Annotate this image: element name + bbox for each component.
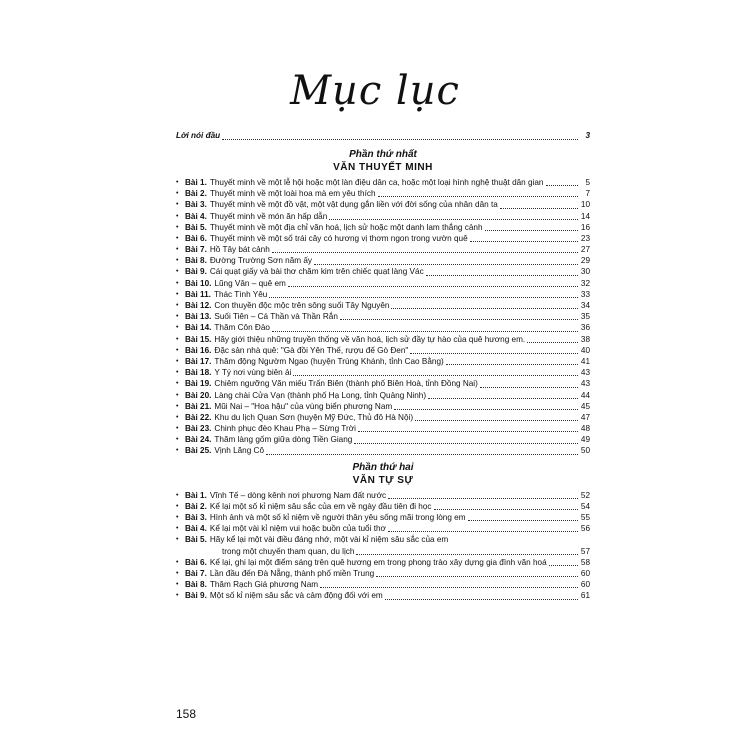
bullet-icon: • bbox=[176, 279, 179, 287]
leader-dots bbox=[314, 263, 578, 265]
bullet-icon: • bbox=[176, 346, 179, 354]
entry-label: Bài 12. bbox=[185, 301, 212, 311]
toc-entry bbox=[176, 423, 590, 434]
toc-entry bbox=[176, 568, 590, 579]
bullet-icon: • bbox=[176, 436, 179, 444]
entry-label: Bài 10. bbox=[185, 278, 212, 288]
entry-page: 61 bbox=[580, 591, 590, 601]
entry-title: Suối Tiên – Cá Thần và Thần Rắn bbox=[214, 312, 338, 322]
entry-page: 7 bbox=[585, 189, 590, 199]
bullet-icon: • bbox=[176, 335, 179, 343]
leader-dots bbox=[320, 586, 578, 588]
toc-entry bbox=[176, 334, 590, 345]
toc-entry bbox=[176, 311, 590, 322]
entry-label: Bài 14. bbox=[185, 323, 212, 333]
entry-title: Thăm làng gốm giữa dòng Tiền Giang bbox=[214, 435, 353, 445]
bullet-icon: • bbox=[176, 558, 179, 566]
entry-label: Bài 1. bbox=[185, 177, 207, 187]
toc-entry bbox=[176, 177, 590, 188]
entry-title: Vịnh Lăng Cô bbox=[214, 446, 265, 456]
entry-title: Thuyết minh về một loài hoa mà em yêu thích bbox=[209, 189, 376, 199]
entry-page: 35 bbox=[580, 312, 590, 322]
entry-label: Bài 17. bbox=[185, 356, 212, 366]
entry-label: Bài 19. bbox=[185, 379, 212, 389]
toc-entry bbox=[176, 322, 590, 333]
bullet-icon: • bbox=[176, 223, 179, 231]
entry-page: 36 bbox=[580, 323, 590, 333]
preface-row bbox=[176, 130, 590, 142]
entry-page: 40 bbox=[580, 345, 590, 355]
part1-heading: Phần thứ nhất bbox=[349, 149, 417, 160]
entry-label: Bài 5. bbox=[185, 222, 207, 232]
entry-page: 27 bbox=[580, 245, 590, 255]
leader-dots bbox=[410, 352, 578, 354]
entry-label: Bài 4. bbox=[185, 524, 207, 534]
entry-label: Bài 3. bbox=[185, 200, 207, 210]
entry-page: 45 bbox=[580, 401, 590, 411]
entry-label: Bài 8. bbox=[185, 256, 207, 266]
entry-title: Vĩnh Tế – dòng kênh nơi phương Nam đất nước bbox=[209, 490, 387, 500]
entry-page: 30 bbox=[580, 267, 590, 277]
leader-dots bbox=[446, 363, 578, 365]
entry-title: Kể lại một số kỉ niệm sâu sắc của em về ngày đầu tiên đi học bbox=[209, 501, 432, 511]
toc-entry bbox=[176, 244, 590, 255]
entry-page: 38 bbox=[580, 334, 590, 344]
leader-dots bbox=[434, 508, 579, 510]
entry-label: Bài 6. bbox=[185, 233, 207, 243]
toc-entry bbox=[176, 534, 590, 545]
entry-title: Lũng Vân – quê em bbox=[214, 278, 286, 288]
bullet-icon: • bbox=[176, 268, 179, 276]
leader-dots bbox=[428, 397, 578, 399]
bullet-icon: • bbox=[176, 212, 179, 220]
toc-entry bbox=[176, 233, 590, 244]
entry-title: Hãy kể lại một vài điều đáng nhớ, một vài kỉ niệm sâu sắc của em bbox=[209, 535, 449, 545]
leader-dots bbox=[549, 564, 578, 566]
bullet-icon: • bbox=[176, 201, 179, 209]
entry-label: Bài 8. bbox=[185, 580, 207, 590]
bullet-icon: • bbox=[176, 234, 179, 242]
leader-dots bbox=[415, 419, 578, 421]
bullet-icon: • bbox=[176, 290, 179, 298]
entry-title: Cái quạt giấy và bài thơ chăm kim trên chiếc quạt làng Vác bbox=[209, 267, 424, 277]
entry-title: Một số kỉ niệm sâu sắc và cảm động đối với em bbox=[209, 591, 383, 601]
entry-page: 44 bbox=[580, 390, 590, 400]
entry-title: Mũi Nai – "Hoa hậu" của vùng biển phương Nam bbox=[214, 401, 393, 411]
leader-dots bbox=[266, 453, 578, 455]
entry-title: Thuyết minh về một địa chỉ văn hoá, lịch sử hoặc một danh lam thắng cảnh bbox=[209, 222, 483, 232]
entry-label: Bài 2. bbox=[185, 189, 207, 199]
bullet-icon: • bbox=[176, 447, 179, 455]
entry-page: 56 bbox=[580, 524, 590, 534]
entry-title: Thăm Rạch Giá phương Nam bbox=[209, 580, 319, 590]
bullet-icon: • bbox=[176, 313, 179, 321]
entry-title: Hồ Tây bát cảnh bbox=[209, 245, 270, 255]
entry-label: Bài 20. bbox=[185, 390, 212, 400]
entry-label: Bài 13. bbox=[185, 312, 212, 322]
table-of-contents bbox=[176, 130, 590, 602]
entry-page: 5 bbox=[585, 177, 590, 187]
entry-title: Kể lại, ghi lại một điểm sáng trên quê hương em trong phong trào xây dựng gia đình văn hoá bbox=[209, 557, 547, 567]
entry-page: 29 bbox=[580, 256, 590, 266]
entry-label: Bài 6. bbox=[185, 557, 207, 567]
entry-label: Bài 21. bbox=[185, 401, 212, 411]
entry-page: 49 bbox=[580, 435, 590, 445]
bullet-icon: • bbox=[176, 425, 179, 433]
entry-label: Bài 22. bbox=[185, 412, 212, 422]
bullet-icon: • bbox=[176, 413, 179, 421]
bullet-icon: • bbox=[176, 380, 179, 388]
toc-entry bbox=[176, 211, 590, 222]
toc-entry bbox=[176, 412, 590, 423]
leader-dots bbox=[222, 138, 578, 140]
toc-entry bbox=[176, 557, 590, 568]
entry-label: Bài 7. bbox=[185, 245, 207, 255]
entry-title: Hãy giới thiệu những truyền thống về văn hoá, lịch sử đầy tự hào của quê hương em. bbox=[214, 334, 526, 344]
entry-title: Chiêm ngưỡng Văn miếu Trấn Biên (thành phố Biên Hoà, tỉnh Đồng Nai) bbox=[214, 379, 478, 389]
entry-label: Bài 3. bbox=[185, 513, 207, 523]
leader-dots bbox=[470, 240, 578, 242]
toc-entry bbox=[176, 255, 590, 266]
bullet-icon: • bbox=[176, 569, 179, 577]
entry-title: Thuyết minh về món ăn hấp dẫn bbox=[209, 211, 328, 221]
leader-dots bbox=[546, 184, 579, 186]
entry-title: Hình ảnh và một số kỉ niệm về người thân yêu sống mãi trong lòng em bbox=[209, 513, 466, 523]
part2-list bbox=[176, 490, 590, 602]
entry-label: Bài 23. bbox=[185, 424, 212, 434]
entry-page: 48 bbox=[580, 424, 590, 434]
bullet-icon: • bbox=[176, 592, 179, 600]
toc-entry bbox=[176, 278, 590, 289]
entry-page: 14 bbox=[580, 211, 590, 221]
entry-label: Bài 5. bbox=[185, 535, 207, 545]
entry-page: 43 bbox=[580, 368, 590, 378]
entry-page: 32 bbox=[580, 278, 590, 288]
leader-dots bbox=[500, 207, 578, 209]
leader-dots bbox=[293, 374, 578, 376]
entry-page: 47 bbox=[580, 412, 590, 422]
toc-entry bbox=[176, 390, 590, 401]
bullet-icon: • bbox=[176, 525, 179, 533]
leader-dots bbox=[354, 442, 578, 444]
part1-list bbox=[176, 177, 590, 457]
leader-dots bbox=[468, 519, 578, 521]
bullet-icon: • bbox=[176, 357, 179, 365]
bullet-icon: • bbox=[176, 502, 179, 510]
part2-section-title: VĂN TỰ SỰ bbox=[352, 474, 414, 486]
toc-entry bbox=[176, 222, 590, 233]
toc-entry bbox=[176, 512, 590, 523]
leader-dots bbox=[378, 195, 578, 197]
entry-page: 54 bbox=[580, 501, 590, 511]
entry-title: Chinh phục đèo Khau Phạ – Sừng Trời bbox=[214, 424, 356, 434]
entry-page: 55 bbox=[580, 513, 590, 523]
bullet-icon: • bbox=[176, 369, 179, 377]
entry-page: 41 bbox=[580, 356, 590, 366]
entry-page: 52 bbox=[580, 490, 590, 500]
toc-entry bbox=[176, 289, 590, 300]
leader-dots bbox=[480, 386, 578, 388]
entry-title: Thác Tình Yêu bbox=[213, 289, 268, 299]
entry-title: Đường Trường Sơn năm ấy bbox=[209, 256, 313, 266]
entry-page: 60 bbox=[580, 568, 590, 578]
entry-title: Lần đầu đến Đà Nẵng, thành phố miền Trung bbox=[209, 568, 375, 578]
entry-title: Làng chài Cửa Vạn (thành phố Hạ Long, tỉnh Quảng Ninh) bbox=[214, 390, 427, 400]
bullet-icon: • bbox=[176, 302, 179, 310]
bullet-icon: • bbox=[176, 190, 179, 198]
entry-label: Bài 24. bbox=[185, 435, 212, 445]
leader-dots bbox=[388, 497, 578, 499]
leader-dots bbox=[272, 330, 578, 332]
preface-label: Lời nói đầu bbox=[176, 131, 221, 140]
bullet-icon: • bbox=[176, 178, 179, 186]
entry-page: 57 bbox=[580, 546, 590, 556]
bullet-icon: • bbox=[176, 324, 179, 332]
entry-page: 58 bbox=[580, 557, 590, 567]
entry-page: 16 bbox=[580, 222, 590, 232]
bullet-icon: • bbox=[176, 257, 179, 265]
bullet-icon: • bbox=[176, 391, 179, 399]
entry-title: Thăm động Ngườm Ngao (huyện Trùng Khánh, tỉnh Cao Bằng) bbox=[214, 356, 444, 366]
toc-entry-continuation bbox=[176, 546, 590, 557]
leader-dots bbox=[329, 218, 578, 220]
entry-title-continued: trong một chuyến tham quan, du lịch bbox=[222, 546, 355, 556]
entry-page: 34 bbox=[580, 301, 590, 311]
entry-page: 50 bbox=[580, 446, 590, 456]
leader-dots bbox=[356, 553, 578, 555]
leader-dots bbox=[269, 296, 578, 298]
entry-page: 10 bbox=[580, 200, 590, 210]
leader-dots bbox=[388, 530, 578, 532]
entry-title: Y Tý nơi vùng biên ải bbox=[214, 368, 292, 378]
entry-title: Khu du lịch Quan Sơn (huyện Mỹ Đức, Thủ đô Hà Nội) bbox=[214, 412, 414, 422]
bullet-icon: • bbox=[176, 514, 179, 522]
toc-entry bbox=[176, 490, 590, 501]
leader-dots bbox=[385, 598, 578, 600]
preface-page: 3 bbox=[585, 131, 590, 140]
toc-entry bbox=[176, 523, 590, 534]
toc-entry bbox=[176, 434, 590, 445]
bullet-icon: • bbox=[176, 491, 179, 499]
leader-dots bbox=[485, 229, 579, 231]
leader-dots bbox=[391, 307, 578, 309]
part2-heading: Phần thứ hai bbox=[352, 461, 414, 473]
entry-title: Kể lại một vài kỉ niệm vui hoặc buồn của tuổi thơ bbox=[209, 524, 386, 534]
bullet-icon: • bbox=[176, 402, 179, 410]
entry-label: Bài 4. bbox=[185, 211, 207, 221]
leader-dots bbox=[527, 341, 578, 343]
entry-title: Thăm Côn Đảo bbox=[214, 323, 270, 333]
toc-entry bbox=[176, 188, 590, 199]
entry-label: Bài 9. bbox=[185, 267, 207, 277]
entry-title: Thuyết minh về một đồ vật, một vật dụng gắn liền với đời sống của nhân dân ta bbox=[209, 200, 498, 210]
entry-label: Bài 1. bbox=[185, 490, 207, 500]
leader-dots bbox=[288, 285, 578, 287]
toc-entry bbox=[176, 267, 590, 278]
page-number: 158 bbox=[176, 707, 197, 721]
toc-entry bbox=[176, 579, 590, 590]
entry-title: Đặc sản nhà quê: "Gà đồi Yên Thế, rượu đế Gò Đen" bbox=[214, 345, 409, 355]
toc-entry bbox=[176, 356, 590, 367]
entry-label: Bài 11. bbox=[185, 289, 211, 299]
leader-dots bbox=[340, 318, 578, 320]
toc-entry bbox=[176, 199, 590, 210]
toc-entry bbox=[176, 378, 590, 389]
entry-page: 33 bbox=[580, 289, 590, 299]
toc-entry bbox=[176, 401, 590, 412]
toc-entry bbox=[176, 501, 590, 512]
toc-entry bbox=[176, 345, 590, 356]
leader-dots bbox=[426, 274, 578, 276]
entry-page: 43 bbox=[580, 379, 590, 389]
entry-page: 23 bbox=[580, 233, 590, 243]
entry-page: 60 bbox=[580, 580, 590, 590]
toc-entry bbox=[176, 300, 590, 311]
toc-entry bbox=[176, 367, 590, 378]
leader-dots bbox=[272, 251, 578, 253]
bullet-icon: • bbox=[176, 536, 179, 544]
leader-dots bbox=[376, 575, 578, 577]
leader-dots bbox=[394, 408, 578, 410]
bullet-icon: • bbox=[176, 246, 179, 254]
entry-label: Bài 16. bbox=[185, 345, 212, 355]
entry-label: Bài 7. bbox=[185, 568, 207, 578]
toc-entry bbox=[176, 446, 590, 457]
entry-label: Bài 15. bbox=[185, 334, 212, 344]
entry-title: Thuyết minh về một lễ hội hoặc một làn điệu dân ca, hoặc một loại hình nghệ thuật dân gian bbox=[209, 177, 544, 187]
page-title: Mục lục bbox=[290, 68, 460, 114]
entry-title: Con thuyền độc mộc trên sông suối Tây Nguyên bbox=[214, 301, 390, 311]
entry-label: Bài 18. bbox=[185, 368, 212, 378]
part1-section-title: VĂN THUYẾT MINH bbox=[333, 162, 433, 173]
toc-entry bbox=[176, 590, 590, 601]
entry-label: Bài 9. bbox=[185, 591, 207, 601]
entry-label: Bài 2. bbox=[185, 501, 207, 511]
entry-label: Bài 25. bbox=[185, 446, 212, 456]
leader-dots bbox=[358, 430, 578, 432]
bullet-icon: • bbox=[176, 581, 179, 589]
entry-title: Thuyết minh về một số trái cây có hương vị thơm ngon trong vườn quê bbox=[209, 233, 468, 243]
